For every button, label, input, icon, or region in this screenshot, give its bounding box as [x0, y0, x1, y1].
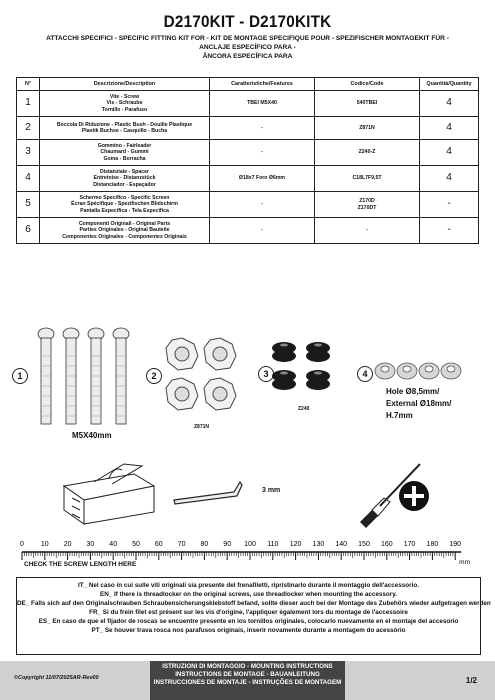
copyright: ©Copyright 11/07/2025AR-Rev00 — [14, 675, 99, 681]
spacer-icon — [397, 363, 417, 379]
desc-line: Schermo Specifico - Specific Screen — [79, 195, 170, 202]
fairleaders-illustration — [270, 340, 340, 398]
ruler-tick-label: 100 — [244, 541, 256, 548]
ruler-tick-label: 170 — [403, 541, 416, 548]
note-line: PT_ Se houver trava rosca nos parafusos originais, inserir novamente durante a montagem do acessório — [91, 627, 406, 634]
bush-label: Z871N — [194, 424, 210, 430]
table-row — [17, 91, 479, 117]
note-line: ES_ En caso de que el fijador de roscas se encuentre presente en los tornillos originales, colocarlo nuevamente en el montaje del accesorio — [38, 618, 459, 625]
row-description — [40, 117, 210, 140]
row-features: - — [210, 140, 315, 166]
footer-title — [150, 661, 345, 700]
table-header-row — [17, 78, 479, 91]
spacers-illustration — [374, 360, 466, 382]
ruler-tick-label: 50 — [132, 541, 140, 548]
spacer-dim-line: Hole Ø8,5mm/ — [386, 387, 440, 396]
ruler-tick-label: 10 — [40, 541, 49, 548]
screws-illustration — [30, 326, 140, 426]
row-description — [40, 140, 210, 166]
desc-line: Componentes Originales - Componentes Originais — [62, 233, 187, 240]
ruler-tick-label: 30 — [86, 541, 95, 548]
note-line: DE_ Falls sich auf den Originalschrauben Schraubensicherungsklebstoff befand, sollte dieser auch bei der Montage des Zubehörs wieder aufgetragen werden — [17, 600, 491, 607]
ruler-tick-label: 110 — [267, 541, 279, 548]
toolbox-icon — [64, 464, 154, 524]
row-features: - — [210, 218, 315, 244]
row-number: 6 — [17, 218, 40, 244]
desc-line: Distanziale - Spacer — [99, 169, 149, 176]
ruler-tick-label: 90 — [223, 541, 232, 548]
ruler-tick-label: 190 — [449, 541, 462, 548]
ruler-unit: mm — [459, 559, 470, 566]
table-row — [17, 192, 479, 218]
footer-line: INSTRUCCIONES DE MONTAJE - INSTRUÇÕES DE MONTAGEM — [153, 679, 342, 686]
ruler-tick-label: 20 — [63, 541, 72, 548]
desc-line: Parties Originales - Original Bauteile — [79, 227, 170, 234]
spacer-dim-line: H.7mm — [386, 411, 413, 420]
table-row — [17, 140, 479, 166]
column-header: N° — [17, 78, 40, 91]
row-quantity: 4 — [420, 166, 479, 192]
threadlocker-notes — [16, 577, 491, 655]
fairleader-label: Z240 — [298, 406, 310, 412]
figure-number-3: 3 — [258, 366, 274, 382]
bush-icon — [166, 378, 198, 410]
desc-line: Vite - Screw — [109, 94, 140, 101]
table-row — [17, 166, 479, 192]
ruler-tick-label: 160 — [380, 541, 393, 548]
desc-line: Plastik Buchse - Casquillo - Bucha — [81, 128, 168, 134]
desc-line: Chaumard - Gummi — [100, 149, 149, 156]
spacer-icon — [419, 363, 439, 379]
ruler-tick-label: 60 — [154, 541, 163, 548]
column-header: Caratteristiche/Features — [210, 78, 315, 91]
desc-line: Tornillo - Parafuso — [101, 106, 148, 113]
spacer-icon — [375, 363, 395, 379]
note-line: IT_ Nel caso in cui sulle viti originali sia presente del frenafiletti, ripristinarlo durante il montaggio dell'accessorio. — [78, 582, 419, 589]
spacer-dim-line: External Ø18mm/ — [386, 399, 452, 408]
ruler-tick-label: 40 — [109, 541, 118, 548]
desc-line: Entretoise - Distanzstück — [93, 175, 156, 182]
ruler-tick-label: 120 — [289, 541, 302, 548]
page-number: 1/2 — [465, 676, 477, 685]
figure-number-4: 4 — [357, 366, 373, 382]
ruler-caption: CHECK THE SCREW LENGTH HERE — [24, 561, 137, 568]
note-line: FR_ Si du frein filet est présent sur les vis d'origine, l'appliquer également lors du montage de l'accessoire — [89, 609, 408, 616]
row-number: 3 — [17, 140, 40, 166]
bush-icon — [166, 338, 198, 370]
row-code: - — [315, 218, 420, 244]
desc-line: Écran Spécifique - Spezifischen Blidschirm — [71, 201, 178, 208]
row-code: Z240-Z — [315, 140, 420, 166]
desc-line: Componenti Originali - Original Parts — [78, 221, 171, 228]
row-number: 2 — [17, 117, 40, 140]
column-header: Descrizione/Description — [40, 78, 210, 91]
ruler-tick-label: 140 — [335, 541, 348, 548]
figure-number-1: 1 — [12, 368, 28, 384]
phillips-icon — [399, 481, 429, 511]
ruler-tick-label: 130 — [312, 541, 325, 548]
row-quantity: 4 — [420, 117, 479, 140]
note-line: EN_ If there is threadlocker on the original screws, use threadlocker when mounting the accessory. — [100, 591, 397, 598]
row-quantity: 4 — [420, 91, 479, 117]
row-number: 5 — [17, 192, 40, 218]
bush-icon — [204, 338, 236, 370]
spacer-icon — [441, 363, 461, 379]
footer-line: ISTRUZIONI DI MONTAGGIO - MOUNTING INSTRUCTIONS — [162, 663, 333, 670]
row-features: Ø18x7 Foro Ø6mm — [210, 166, 315, 192]
row-description — [40, 91, 210, 117]
subtitle-line: ÂNCORA ESPECÍFICA PARA — [202, 53, 293, 60]
desc-line: Vis - Schraube — [106, 100, 143, 107]
ruler-tick-label: 150 — [358, 541, 370, 548]
ruler-tick-label: 180 — [426, 541, 439, 548]
ruler-tick-label: 0 — [20, 541, 24, 548]
code-line: Z170D — [359, 198, 375, 205]
desc-line: Gommino - Fairleader — [97, 143, 152, 150]
allen-key-size: 3 mm — [262, 487, 281, 494]
bush-icon — [204, 378, 236, 410]
subtitle-line: ATTACCHI SPECIFICI - SPECIFIC FITTING KIT FOR - KIT DE MONTAGE SPECIFIQUE POUR - SPEZIFISCHER MONTAGEKIT FÜR - ANCLAJE ESPECÍFICO PARA - — [46, 35, 449, 51]
allen-key-icon — [174, 482, 242, 504]
column-header: Quantità/Quantity — [420, 78, 479, 91]
row-number: 1 — [17, 91, 40, 117]
row-number: 4 — [17, 166, 40, 192]
spacer-dimensions — [386, 386, 451, 422]
bushes-illustration — [164, 336, 240, 420]
screw-label: M5X40mm — [72, 431, 112, 440]
figure-number-2: 2 — [146, 368, 162, 384]
row-quantity: - — [420, 218, 479, 244]
table-row — [17, 117, 479, 140]
page-title: D2170KIT - D2170KITK — [163, 12, 332, 31]
row-features: - — [210, 192, 315, 218]
row-features: - — [210, 117, 315, 140]
row-features: TBEI M5X40 — [210, 91, 315, 117]
code-line: Z170DT — [357, 204, 377, 211]
ruler-tick-label: 70 — [177, 541, 186, 548]
desc-line: Boccola Di Riduzione - Plastic Bush - Douille Plastique — [56, 121, 193, 128]
desc-line: Distanciador - Espaçador — [93, 181, 156, 188]
row-description — [40, 192, 210, 218]
row-quantity: 4 — [420, 140, 479, 166]
row-description — [40, 218, 210, 244]
row-quantity: - — [420, 192, 479, 218]
row-code — [315, 192, 420, 218]
column-header: Codice/Code — [315, 78, 420, 91]
row-code: Z871N — [315, 117, 420, 140]
table-row — [17, 218, 479, 244]
row-code: 540TBEI — [315, 91, 420, 117]
desc-line: Goma - Borracha — [103, 155, 146, 162]
tools-illustration — [54, 456, 444, 532]
desc-line: Pantalla Específica - Tela Específica — [80, 207, 169, 214]
parts-table — [16, 77, 479, 244]
footer-line: INSTRUCTIONS DE MONTAGE - BAUANLEITUNG — [175, 671, 320, 678]
subtitle — [30, 34, 465, 61]
row-description — [40, 166, 210, 192]
ruler-tick-label: 80 — [200, 541, 209, 548]
row-code: C18L7F9,5T — [315, 166, 420, 192]
